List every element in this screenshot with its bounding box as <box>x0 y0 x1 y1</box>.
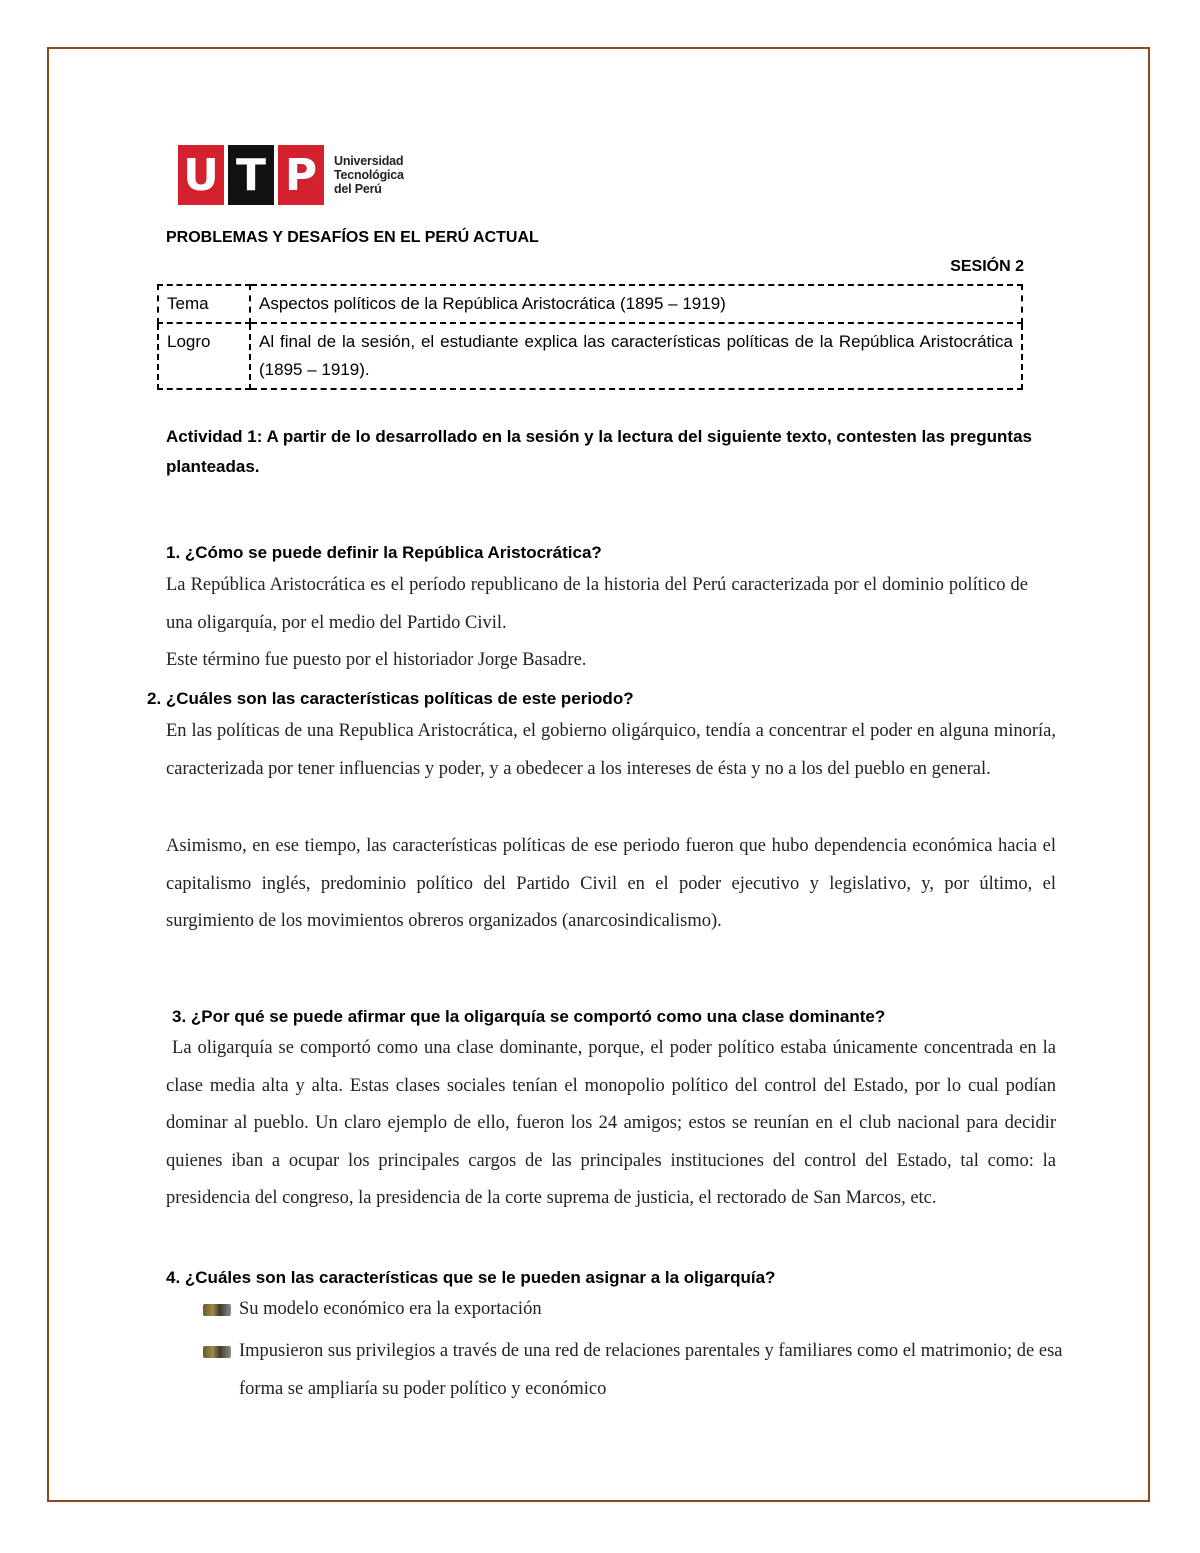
logo-letter-t: T <box>228 145 274 205</box>
bullet-text-2: Impusieron sus privilegios a través de una red de relaciones parentales y familiares como el matrimonio; de esa forma se ampliaría su poder político y económico <box>239 1341 1063 1399</box>
question-1: 1. ¿Cómo se puede definir la República Aristocrática? <box>166 543 602 562</box>
answer-2-paragraph-1: En las políticas de una Republica Aristocrática, el gobierno oligárquico, tendía a concentrar el poder en alguna minoría, caracterizada por tener influencias y poder, y a obedecer a los intereses de ésta y no a los del pueblo en general. <box>166 721 1056 779</box>
tema-value: Aspectos políticos de la República Aristocrática (1895 – 1919) <box>250 285 1022 323</box>
logo-line-2: Tecnológica <box>334 168 404 182</box>
answer-2-paragraph-2: Asimismo, en ese tiempo, las características políticas de ese periodo fueron que hubo dependencia económica hacia el capitalismo inglés, predominio político del Partido Civil en el poder ejecutivo y legislativo, y, por último, el surgimiento de los movimientos obreros organizados (anarcosindicalismo). <box>166 836 1056 931</box>
answer-1-paragraph-2: Este término fue puesto por el historiador Jorge Basadre. <box>166 650 587 670</box>
logro-label: Logro <box>158 323 250 389</box>
tema-label: Tema <box>158 285 250 323</box>
logro-row <box>158 323 1022 389</box>
course-title: PROBLEMAS Y DESAFÍOS EN EL PERÚ ACTUAL <box>166 229 539 246</box>
activity-instructions: Actividad 1: A partir de lo desarrollado en la sesión y la lectura del siguiente texto, contesten las preguntas planteadas. <box>166 427 1032 476</box>
logro-value: Al final de la sesión, el estudiante explica las características políticas de la República Aristocrática (1895 – 1919). <box>250 323 1022 389</box>
list-item <box>203 1333 1063 1408</box>
bullet-icon <box>203 1304 231 1316</box>
question-4: 4. ¿Cuáles son las características que se le pueden asignar a la oligarquía? <box>166 1268 776 1287</box>
list-item <box>203 1291 1063 1329</box>
utp-logo <box>178 145 404 205</box>
logo-letter-u: U <box>178 145 224 205</box>
answer-1-paragraph-1: La República Aristocrática es el período republicano de la historia del Perú caracterizada por el dominio político de una oligarquía, por el medio del Partido Civil. <box>166 575 1028 633</box>
bullet-icon <box>203 1346 231 1358</box>
question-2: 2. ¿Cuáles son las características políticas de este periodo? <box>147 689 634 708</box>
tema-row <box>158 285 1022 323</box>
bullet-text-1: Su modelo económico era la exportación <box>239 1299 542 1319</box>
session-label: SESIÓN 2 <box>950 258 1024 275</box>
question-3: 3. ¿Por qué se puede afirmar que la oligarquía se comportó como una clase dominante? <box>172 1007 886 1026</box>
logo-line-3: del Perú <box>334 182 382 196</box>
logo-letter-p: P <box>278 145 324 205</box>
logo-text <box>334 154 404 196</box>
logo-line-1: Universidad <box>334 154 404 168</box>
answer-3-paragraph-1: La oligarquía se comportó como una clase dominante, porque, el poder político estaba únicamente concentrada en la clase media alta y alta. Estas clases sociales tenían el monopolio político del control del Estado, por lo cual podían dominar al pueblo. Un claro ejemplo de ello, fueron los 24 amigos; estos se reunían en el club nacional para decidir quienes iban a ocupar los principales cargos de las principales instituciones del control del Estado, tal como: la presidencia del congreso, la presidencia de la corte suprema de justicia, el rectorado de San Marcos, etc. <box>166 1038 1061 1208</box>
info-table <box>157 284 1023 390</box>
